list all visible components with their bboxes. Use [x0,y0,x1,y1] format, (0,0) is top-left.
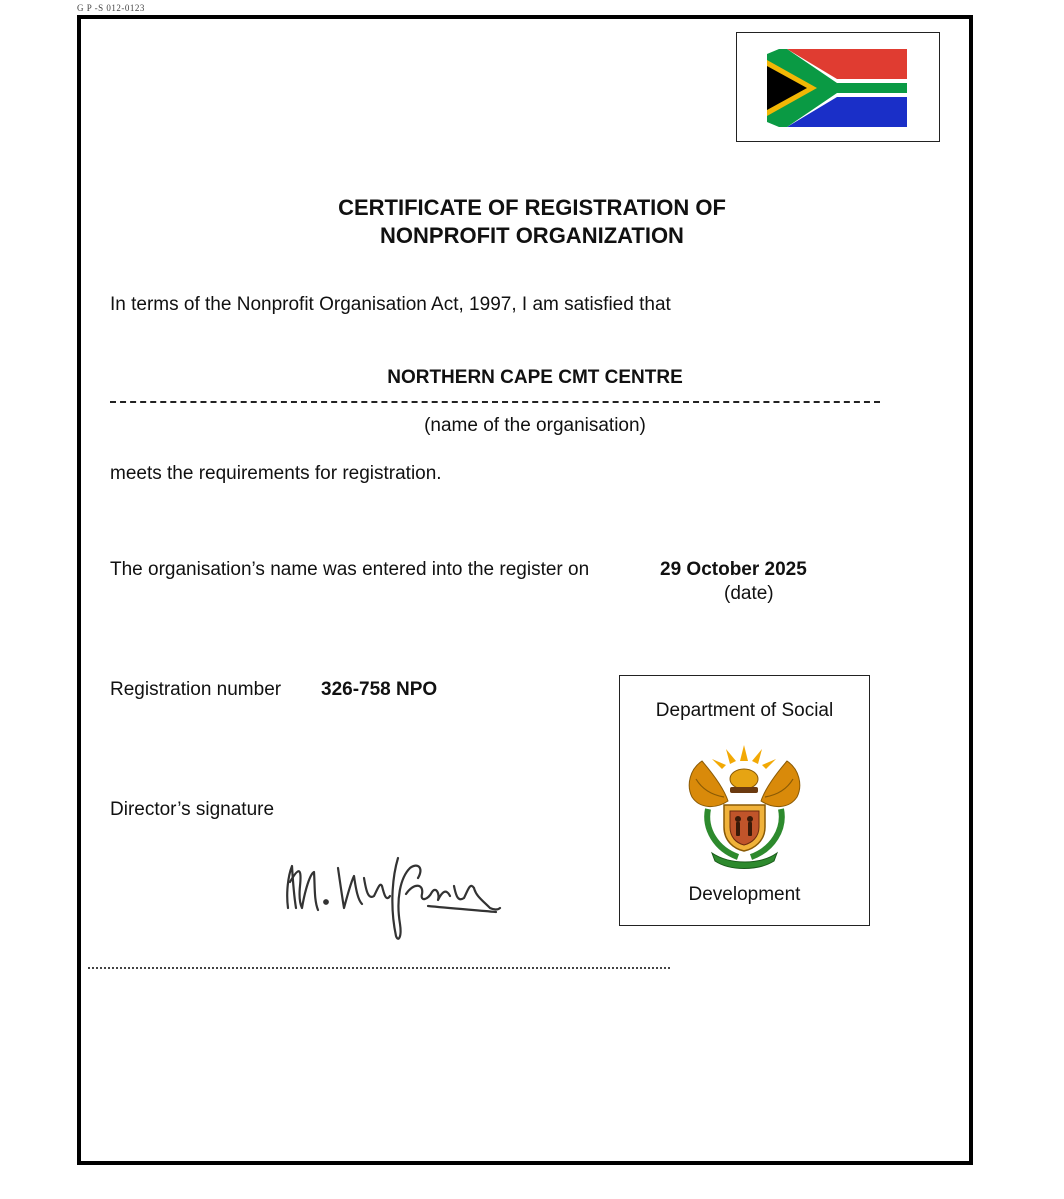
intro-text: In terms of the Nonprofit Organisation Act, 1997, I am satisfied that [110,294,671,315]
handwritten-signature [278,838,503,948]
registration-number: 326-758 NPO [321,679,438,700]
register-text: The organisation’s name was entered into the register on [110,559,590,580]
form-code: G P -S 012-0123 [77,3,145,13]
organisation-name: NORTHERN CAPE CMT CENTRE [387,367,683,388]
certificate-title-line2: NONPROFIT ORGANIZATION [380,223,684,248]
certificate-border [77,15,973,1165]
signature-line [88,967,670,969]
signature-label: Director’s signature [110,799,275,820]
department-seal [619,675,870,926]
south-africa-flag-icon [767,49,907,127]
registration-number-label: Registration number [110,679,282,700]
flag-frame [736,32,940,142]
register-date: 29 October 2025 [660,559,807,580]
certificate-title-line1: CERTIFICATE OF REGISTRATION OF [338,195,726,220]
seal-department-name: Department of Social [655,700,834,721]
seal-department-suffix: Development [688,884,801,905]
date-caption: (date) [724,583,774,604]
organisation-name-line [110,401,880,403]
requirements-text: meets the requirements for registration. [110,463,442,484]
coat-of-arms-icon [682,739,807,869]
organisation-name-caption: (name of the organisation) [424,415,646,436]
